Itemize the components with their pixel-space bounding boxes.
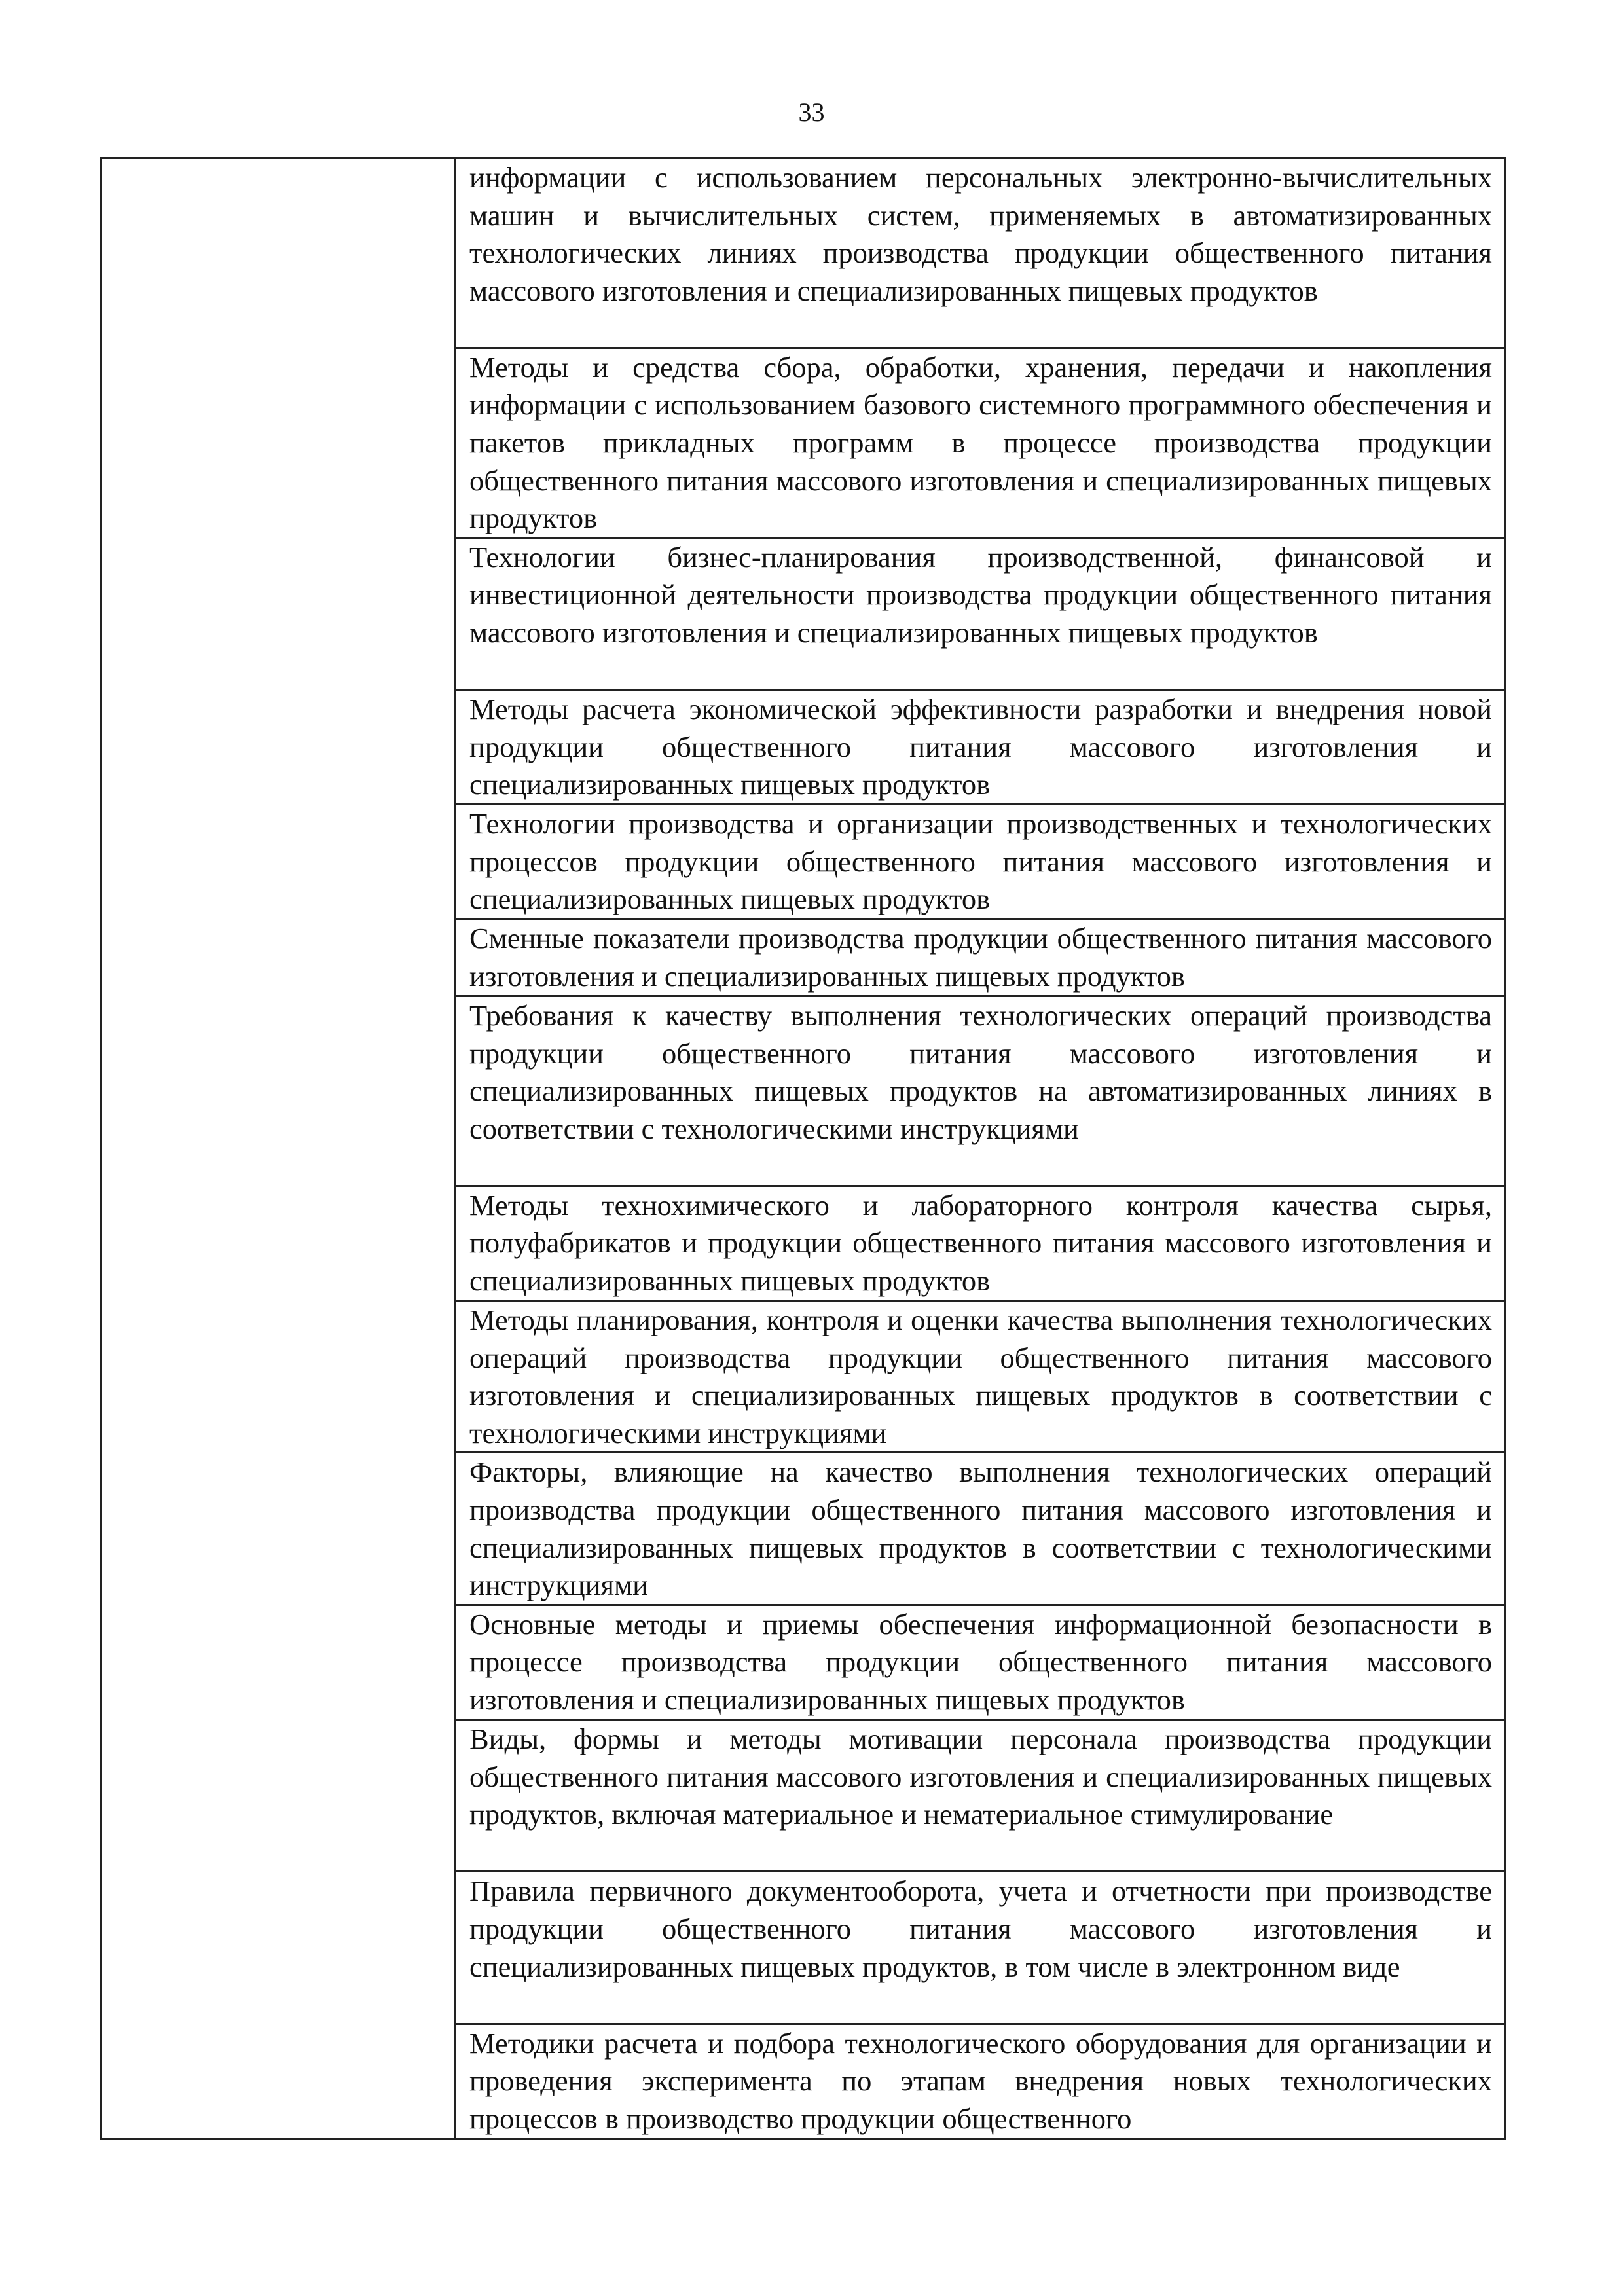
table-row: информации с использованием персональных электронно-вычислительных машин и вычислительных систем, применяемых в автоматизированных технологических линиях производства продукции общественного питания массового изготовления и специализированных пищевых продуктов [456,159,1504,349]
knowledge-table [100,157,1506,2140]
table-row: Методы и средства сбора, обработки, хранения, передачи и накопления информации с использованием базового системного программного обеспечения и пакетов прикладных программ в процессе производства продукции общественного питания массового изготовления и специализированных пищевых продуктов [456,349,1504,539]
table-row: Методики расчета и подбора технологического оборудования для организации и проведения эксперимента по этапам внедрения новых технологических процессов в производство продукции общественного [469,2026,1492,2136]
table-row: Сменные показатели производства продукции общественного питания массового изготовления и специализированных пищевых продуктов [456,920,1504,997]
table-row: Факторы, влияющие на качество выполнения технологических операций производства продукции общественного питания массового изготовления и специализированных пищевых продуктов в соответствии с технологическими инструкциями [456,1453,1504,1605]
table-row: Методы планирования, контроля и оценки качества выполнения технологических операций производства продукции общественного питания массового изготовления и специализированных пищевых продуктов в соответствии с технологическими инструкциями [456,1302,1504,1453]
table-row: Технологии производства и организации производственных и технологических процессов продукции общественного питания массового изготовления и специализированных пищевых продуктов [456,805,1504,920]
table-row: Виды, формы и методы мотивации персонала производства продукции общественного питания массового изготовления и специализированных пищевых продуктов, включая материальное и нематериальное стимулирование [456,1721,1504,1872]
table-row: Методы расчета экономической эффективности разработки и внедрения новой продукции общественного питания массового изготовления и специализированных пищевых продуктов [456,691,1504,805]
page-number: 33 [798,98,825,127]
table-row: Методы технохимического и лабораторного контроля качества сырья, полуфабрикатов и продукции общественного питания массового изготовления и специализированных пищевых продуктов [456,1187,1504,1302]
table-right-column [456,159,1504,2138]
table-row: Правила первичного документооборота, учета и отчетности при производстве продукции общественного питания массового изготовления и специализированных пищевых продуктов, в том числе в электронном виде [456,1872,1504,2024]
table-row: Технологии бизнес-планирования производственной, финансовой и инвестиционной деятельности производства продукции общественного питания массового изготовления и специализированных пищевых продуктов [456,539,1504,691]
table-left-column [102,159,456,2138]
table-row: Требования к качеству выполнения технологических операций производства продукции общественного питания массового изготовления и специализированных пищевых продуктов на автоматизированных линиях в соответствии с технологическими инструкциями [456,997,1504,1187]
table-row: Основные методы и приемы обеспечения информационной безопасности в процессе производства продукции общественного питания массового изготовления и специализированных пищевых продуктов [456,1606,1504,1721]
